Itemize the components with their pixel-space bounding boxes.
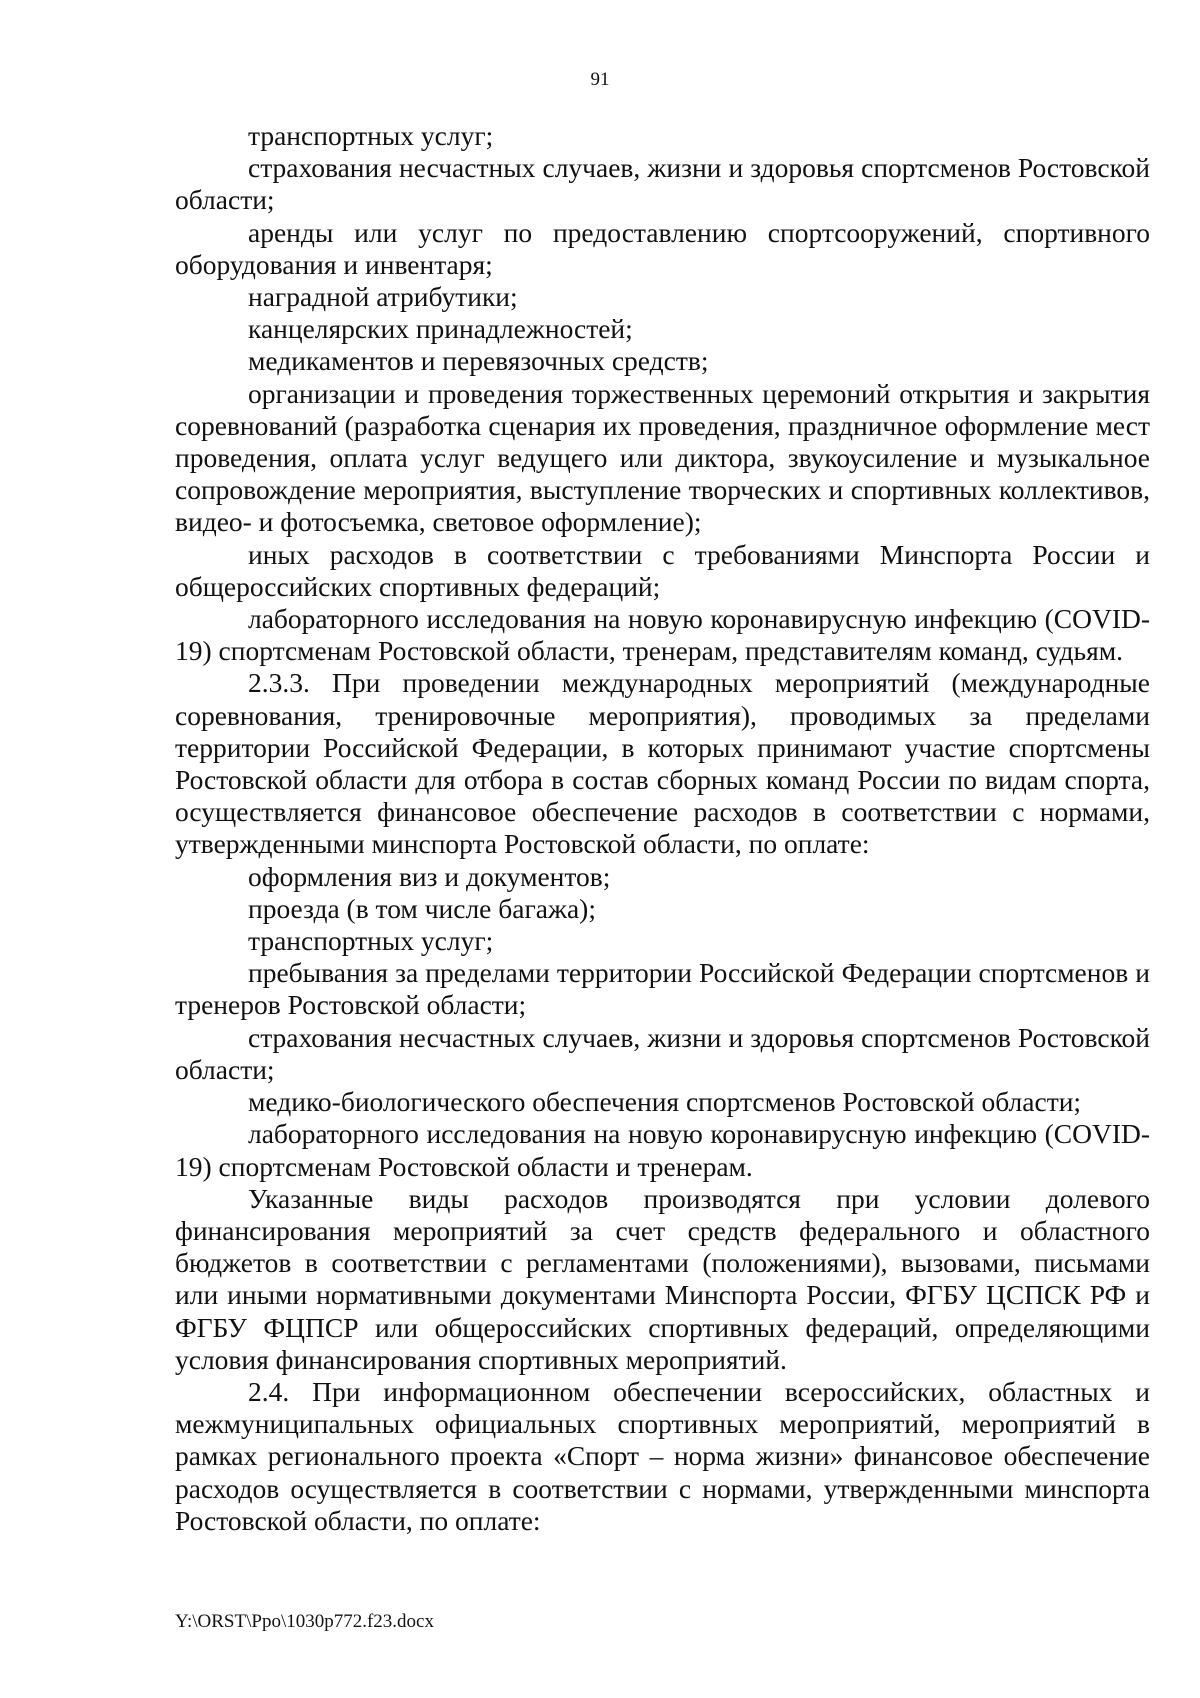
page-number: 91 — [590, 69, 610, 90]
paragraph: Указанные виды расходов производятся при условии долевого финансирования мероприятий за счет средств федерального и областного бюджетов в соответствии с регламентами (положениями), вызовами, письмами или иными нормативными документами Минспорта России, ФГБУ ЦСПСК РФ и ФГБУ ФЦПСР или общероссийских спортивных федераций, определяющими условия финансирования спортивных мероприятий. — [175, 1182, 1150, 1375]
paragraph: оформления виз и документов; — [248, 860, 611, 892]
paragraph: организации и проведения торжественных церемоний открытия и закрытия соревнований (разработка сценария их проведения, праздничное оформление мест проведения, оплата услуг ведущего или диктора, звукоусиление и музыкальное сопровождение мероприятия, выступление творческих и спортивных коллективов, видео- и фотосъемка, световое оформление); — [175, 377, 1150, 538]
paragraph: лабораторного исследования на новую коронавирусную инфекцию (COVID-19) спортсменам Ростовской области, тренерам, представителям команд, судьям. — [175, 603, 1150, 667]
document-body — [175, 120, 1150, 1537]
paragraph: наградной атрибутики; — [248, 281, 518, 313]
paragraph: аренды или услуг по предоставлению спортсооружений, спортивного оборудования и инвентаря; — [175, 216, 1150, 280]
paragraph: транспортных услуг; — [248, 120, 494, 151]
paragraph: лабораторного исследования на новую коронавирусную инфекцию (COVID-19) спортсменам Ростовской области и тренерам. — [175, 1118, 1150, 1182]
paragraph: медикаментов и перевязочных средств; — [248, 345, 709, 377]
paragraph: медико-биологического обеспечения спортсменов Ростовской области; — [248, 1086, 1082, 1118]
paragraph: канцелярских принадлежностей; — [248, 313, 633, 345]
paragraph: иных расходов в соответствии с требованиями Минспорта России и общероссийских спортивных федераций; — [175, 538, 1150, 602]
paragraph: страхования несчастных случаев, жизни и здоровья спортсменов Ростовской области; — [175, 1021, 1150, 1085]
section-2-4-paragraph: 2.4. При информационном обеспечении всероссийских, областных и межмуниципальных официальных спортивных мероприятий, мероприятий в рамках регионального проекта «Спорт – норма жизни» финансовое обеспечение расходов осуществляется в соответствии с нормами, утвержденными минспорта Ростовской области, по оплате: — [175, 1375, 1150, 1536]
section-2-3-3-paragraph: 2.3.3. При проведении международных мероприятий (международные соревнования, тренировочные мероприятия), проводимых за пределами территории Российской Федерации, в которых принимают участие спортсмены Ростовской области для отбора в состав сборных команд России по видам спорта, осуществляется финансовое обеспечение расходов в соответствии с нормами, утвержденными минспорта Ростовской области, по оплате: — [175, 667, 1150, 860]
paragraph: проезда (в том числе багажа); — [248, 892, 596, 924]
paragraph: пребывания за пределами территории Российской Федерации спортсменов и тренеров Ростовской области; — [175, 957, 1150, 1021]
paragraph: транспортных услуг; — [248, 925, 494, 957]
paragraph: страхования несчастных случаев, жизни и здоровья спортсменов Ростовской области; — [175, 152, 1150, 216]
footer-file-path: Y:\ORST\Ppo\1030p772.f23.docx — [175, 1611, 434, 1632]
